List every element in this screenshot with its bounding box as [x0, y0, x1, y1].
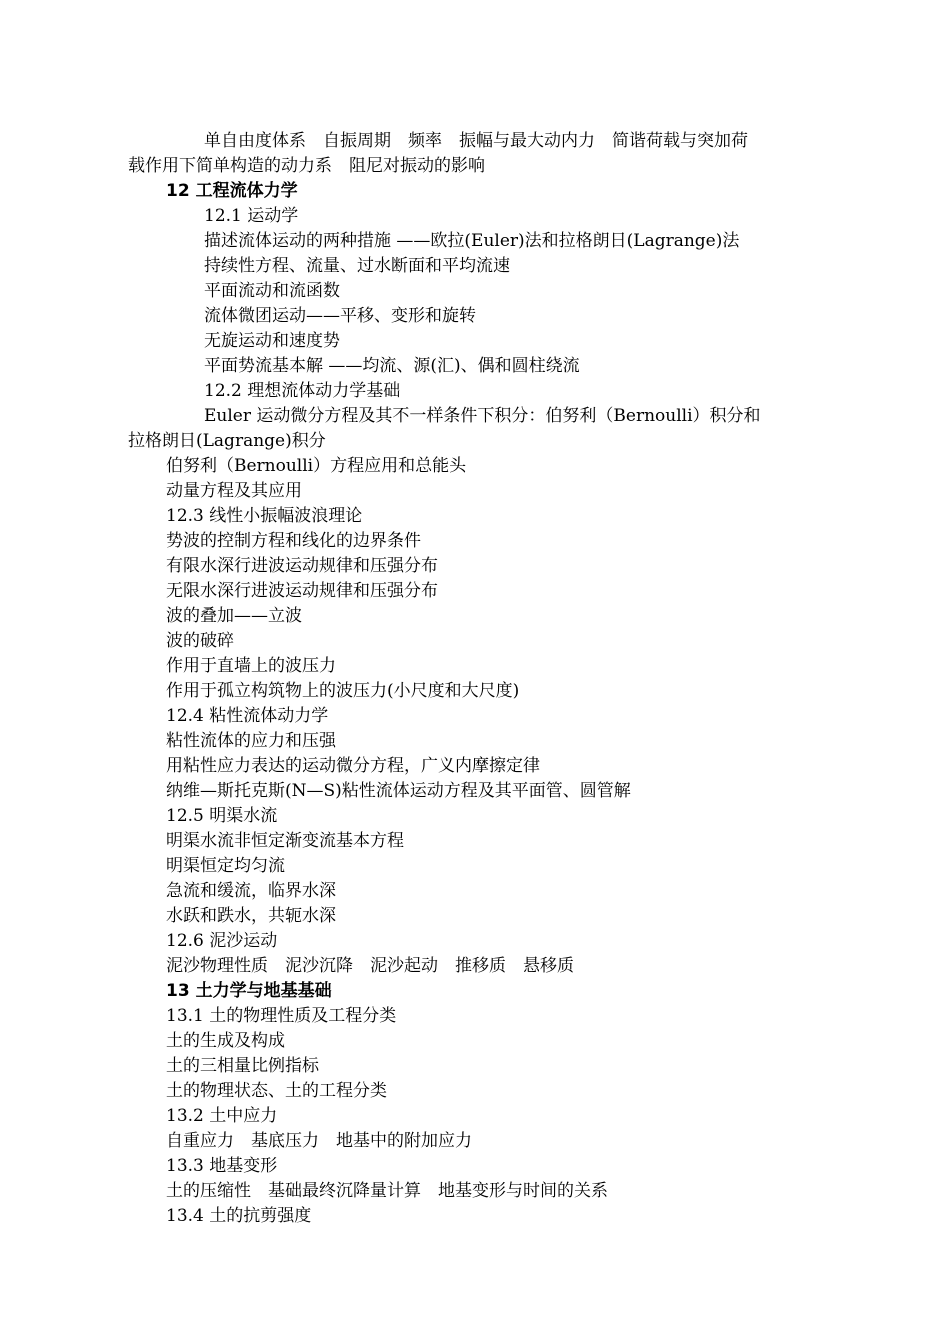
list-item: 平面势流基本解 ——均流、源(汇)、偶和圆柱绕流	[204, 356, 580, 376]
list-item: 水跃和跌水，共轭水深	[166, 906, 336, 926]
section-12-3-heading: 12.3 线性小振幅波浪理论	[166, 506, 363, 526]
intro-line-1: 单自由度体系 自振周期 频率 振幅与最大动内力 简谐荷载与突加荷	[204, 131, 748, 151]
list-item: 波的叠加——立波	[166, 606, 302, 626]
section-12-1-heading: 12.1 运动学	[204, 206, 299, 226]
section-12-5-heading: 12.5 明渠水流	[166, 806, 278, 826]
list-item: 作用于直墙上的波压力	[166, 656, 336, 676]
chapter-13-title: 13 土力学与地基基础	[166, 981, 332, 1001]
list-item: 无限水深行进波运动规律和压强分布	[166, 581, 438, 601]
list-item: 作用于孤立构筑物上的波压力(小尺度和大尺度)	[166, 681, 520, 701]
section-12-2-heading: 12.2 理想流体动力学基础	[204, 381, 401, 401]
chapter-12-title: 12 工程流体力学	[166, 181, 298, 201]
section-13-2-heading: 13.2 土中应力	[166, 1106, 278, 1126]
list-item: 平面流动和流函数	[204, 281, 340, 301]
list-item: 明渠恒定均匀流	[166, 856, 285, 876]
list-item: 无旋运动和速度势	[204, 331, 340, 351]
list-item: 泥沙物理性质 泥沙沉降 泥沙起动 推移质 悬移质	[166, 956, 574, 976]
list-item: 波的破碎	[166, 631, 234, 651]
list-item: 流体微团运动——平移、变形和旋转	[204, 306, 476, 326]
section-13-3-heading: 13.3 地基变形	[166, 1156, 278, 1176]
list-item: 持续性方程、流量、过水断面和平均流速	[204, 256, 510, 276]
list-item: 土的物理状态、土的工程分类	[166, 1081, 387, 1101]
list-item: 明渠水流非恒定渐变流基本方程	[166, 831, 404, 851]
section-13-4-heading: 13.4 土的抗剪强度	[166, 1206, 312, 1226]
list-item: 有限水深行进波运动规律和压强分布	[166, 556, 438, 576]
list-item: 势波的控制方程和线化的边界条件	[166, 531, 421, 551]
intro-line-2: 载作用下简单构造的动力系 阻尼对振动的影响	[128, 156, 485, 176]
list-item: 土的压缩性 基础最终沉降量计算 地基变形与时间的关系	[166, 1181, 608, 1201]
list-item: 纳维—斯托克斯(N—S)粘性流体运动方程及其平面管、圆管解	[166, 781, 631, 801]
list-item: 自重应力 基底压力 地基中的附加应力	[166, 1131, 472, 1151]
paragraph-line-2: 拉格朗日(Lagrange)积分	[128, 431, 326, 451]
list-item: 动量方程及其应用	[166, 481, 302, 501]
section-12-6-heading: 12.6 泥沙运动	[166, 931, 278, 951]
section-13-1-heading: 13.1 土的物理性质及工程分类	[166, 1006, 397, 1026]
section-12-4-heading: 12.4 粘性流体动力学	[166, 706, 329, 726]
list-item: 粘性流体的应力和压强	[166, 731, 336, 751]
paragraph-line-1: Euler 运动微分方程及其不一样条件下积分：伯努利（Bernoulli）积分和	[204, 406, 761, 426]
list-item: 伯努利（Bernoulli）方程应用和总能头	[166, 456, 467, 476]
list-item: 描述流体运动的两种措施 ——欧拉(Euler)法和拉格朗日(Lagrange)法	[204, 231, 740, 251]
list-item: 用粘性应力表达的运动微分方程，广义内摩擦定律	[166, 756, 540, 776]
list-item: 土的生成及构成	[166, 1031, 285, 1051]
list-item: 土的三相量比例指标	[166, 1056, 319, 1076]
list-item: 急流和缓流，临界水深	[166, 881, 336, 901]
